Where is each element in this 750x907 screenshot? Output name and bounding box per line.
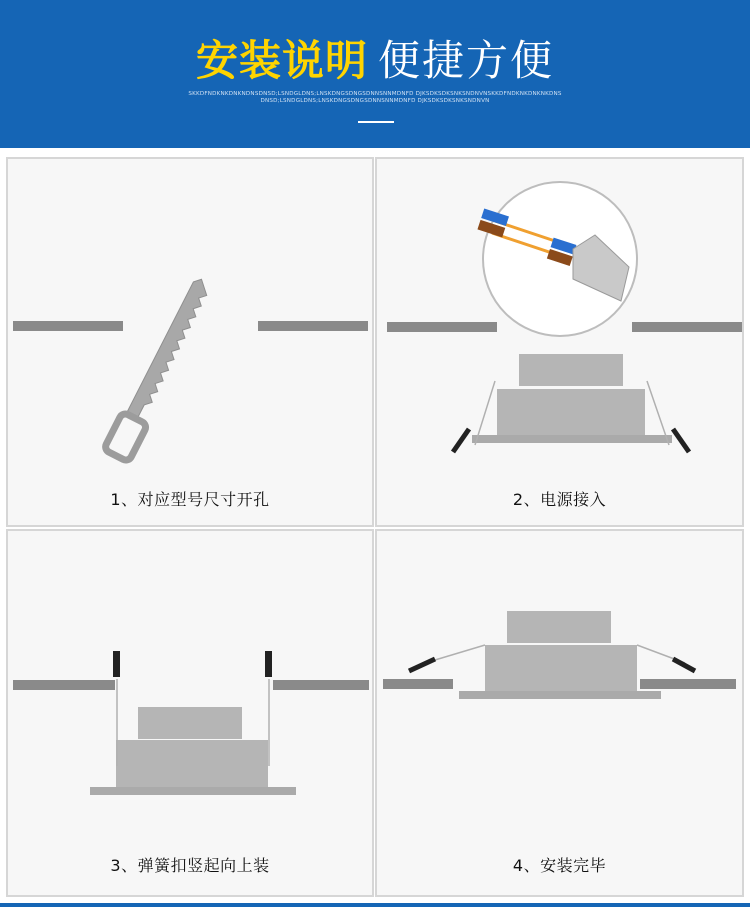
step-4-illustration — [377, 531, 742, 895]
step-4-caption: 4、安装完毕 — [512, 856, 607, 875]
step-1-illustration — [8, 159, 372, 525]
saw-icon — [104, 275, 218, 462]
decorative-text-line-2: DNSD;LSNDGLDNS;LNSKDNGSDNGSDNNSNNMDNFD DJKSDKSDKSNKSNDNVN — [260, 98, 490, 104]
driver-box — [507, 611, 611, 643]
step-2-illustration — [377, 159, 742, 525]
ceiling-left — [13, 321, 123, 331]
decorative-text-line-1: SKKDFNDKNKDNKNDNSDNSD;LSNDGLDNS;LNSKDNGSDNGSDNNSNNMDNFD DJKSDKSDKSNKSNDNVNSKKDFNDKNKDNKNKDNS — [188, 91, 562, 97]
ceiling-left — [383, 679, 453, 689]
step-2-caption: 2、电源接入 — [512, 490, 607, 509]
spring-clip-right — [673, 429, 689, 452]
step-1-caption: 1、对应型号尺寸开孔 — [110, 490, 270, 509]
light-trim — [472, 435, 672, 443]
step-3-illustration — [8, 531, 372, 895]
step-3-panel — [6, 529, 374, 897]
driver-box — [138, 707, 242, 739]
light-body — [485, 645, 637, 693]
light-trim — [459, 691, 661, 699]
ceiling-right — [632, 322, 742, 332]
header-title — [0, 28, 750, 88]
step-1-panel — [6, 157, 374, 527]
spring-clip-right — [673, 659, 695, 671]
step-3-caption: 3、弹簧扣竖起向上装 — [110, 856, 270, 875]
header-banner — [0, 0, 750, 148]
step-2-panel — [375, 157, 744, 527]
spring-clip-left — [113, 651, 120, 677]
driver-box — [519, 354, 623, 386]
light-body — [497, 389, 645, 437]
ceiling-left — [13, 680, 115, 690]
light-body — [116, 740, 268, 790]
spring-clip-left — [453, 429, 469, 452]
bottom-accent-line — [0, 903, 750, 907]
light-trim — [90, 787, 296, 795]
spring-clip-right — [265, 651, 272, 677]
ceiling-left — [387, 322, 497, 332]
ceiling-right — [258, 321, 368, 331]
title-main: 安装说明 — [195, 36, 368, 85]
title-sub: 便捷方便 — [378, 36, 555, 85]
spring-clip-left — [409, 659, 435, 671]
title-underline — [358, 121, 394, 123]
ceiling-right — [273, 680, 369, 690]
step-4-panel — [375, 529, 744, 897]
ceiling-right — [640, 679, 736, 689]
